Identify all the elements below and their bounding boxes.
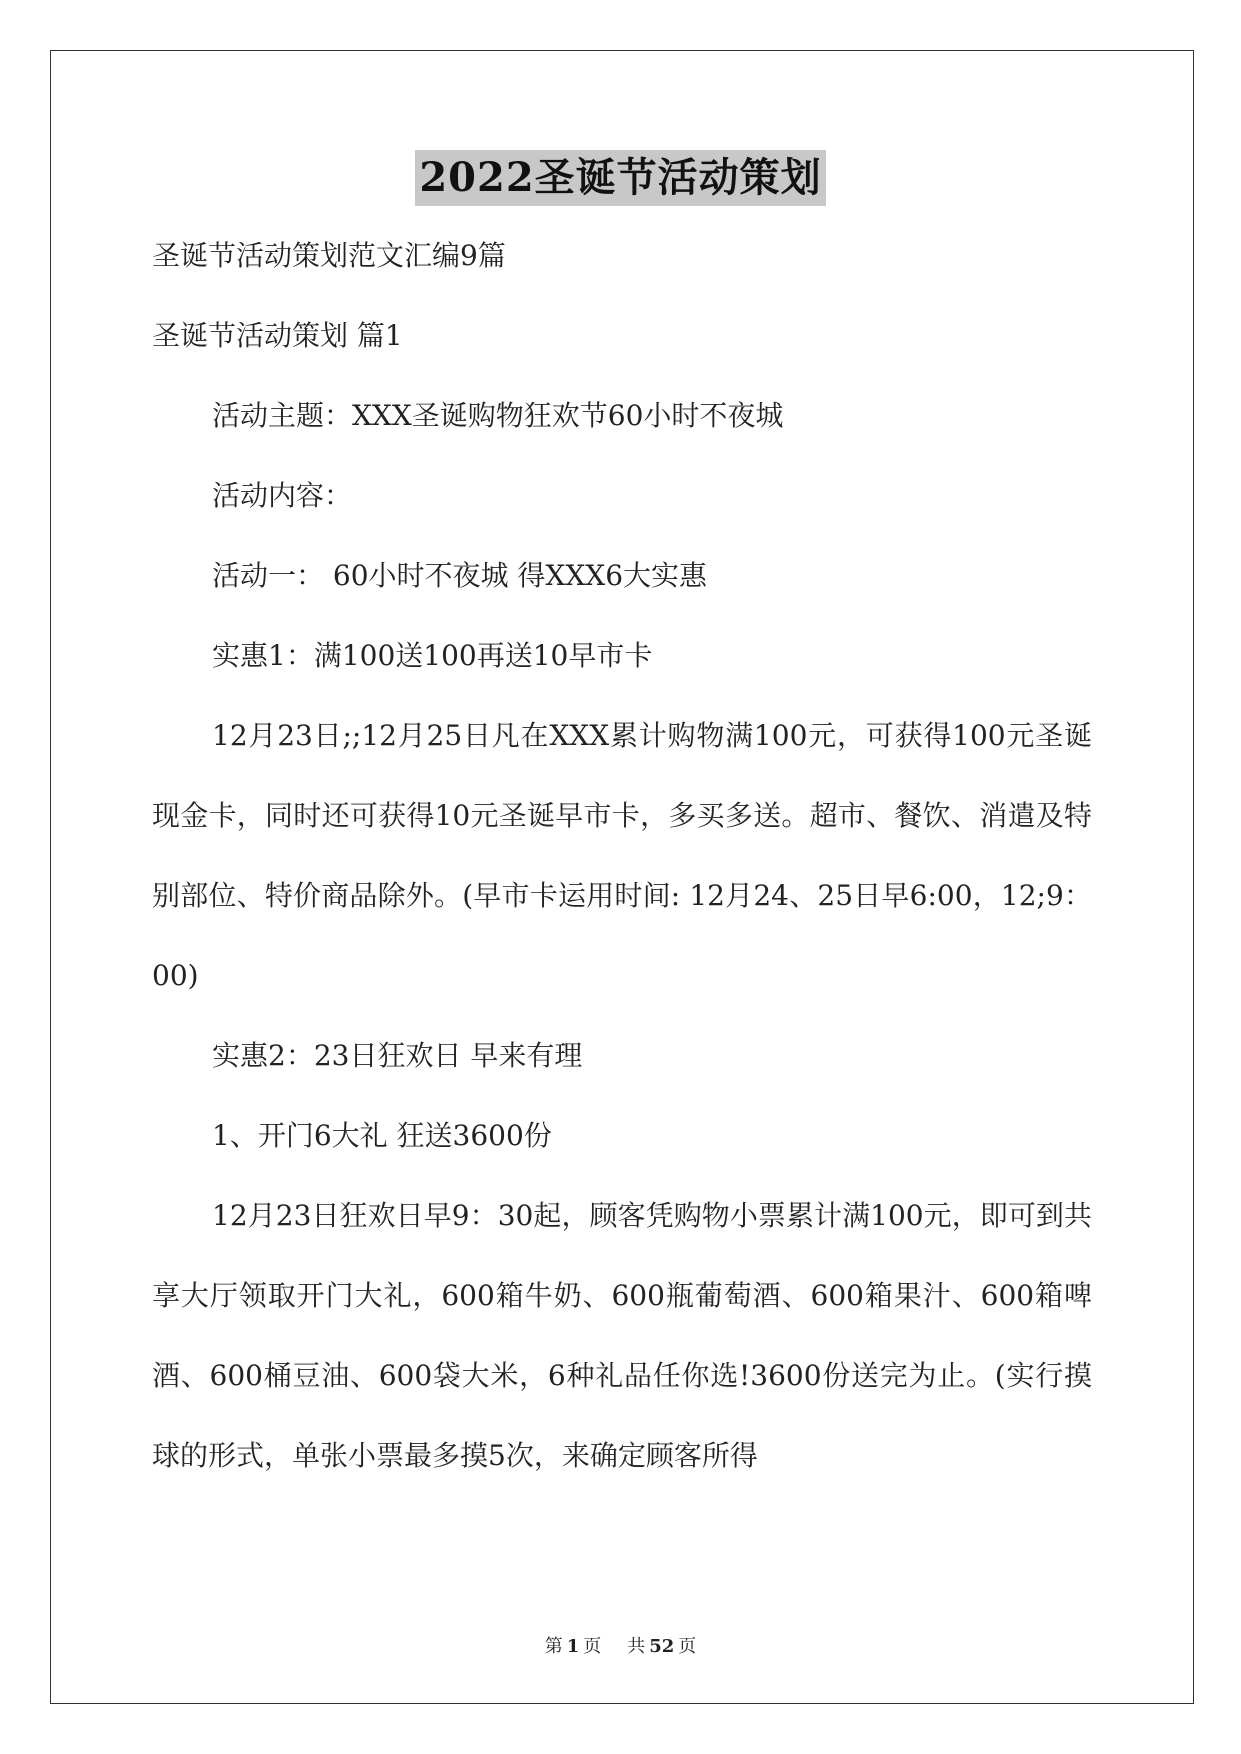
- paragraph-benefit-one-detail: 12月23日;;12月25日凡在XXX累计购物满100元，可获得100元圣诞现金卡，同时还可获得10元圣诞早市卡，多买多送。超市、餐饮、消遣及特别部位、特价商品除外。(早市卡运用时间: 12月24、25日早6:00，12;9：00): [152, 719, 1092, 992]
- paragraph-benefit-one: 实惠1：满100送100再送10早市卡: [212, 639, 653, 672]
- paragraph-gift-detail: 12月23日狂欢日早9：30起，顾客凭购物小票累计满100元，即可到共享大厅领取开门大礼，600箱牛奶、600瓶葡萄酒、600箱果汁、600箱啤酒、600桶豆油、600袋大米，6种礼品任你选!3600份送完为止。(实行摸球的形式，单张小票最多摸5次，来确定顾客所得: [152, 1199, 1092, 1472]
- page-footer: [0, 1632, 1241, 1658]
- article-heading: 圣诞节活动策划 篇1: [152, 319, 403, 352]
- paragraph-content-label: 活动内容：: [212, 479, 353, 512]
- document-body: [152, 236, 1092, 1516]
- collection-heading: 圣诞节活动策划范文汇编9篇: [152, 239, 506, 272]
- paragraph-benefit-two: 实惠2：23日狂欢日 早来有理: [212, 1039, 583, 1072]
- footer-page-prefix: 第: [544, 1636, 563, 1657]
- paragraph-gift-list: 1、开门6大礼 狂送3600份: [212, 1119, 552, 1152]
- document-title: 2022圣诞节活动策划: [415, 150, 825, 206]
- footer-page-suffix: 页: [583, 1636, 602, 1657]
- footer-page-current: 1: [566, 1636, 580, 1657]
- title-container: [0, 150, 1241, 206]
- footer-total-suffix: 页: [678, 1636, 697, 1657]
- footer-total-prefix: 共: [627, 1636, 646, 1657]
- paragraph-theme: 活动主题：XXX圣诞购物狂欢节60小时不夜城: [212, 399, 784, 432]
- paragraph-activity-one: 活动一： 60小时不夜城 得XXX6大实惠: [212, 559, 708, 592]
- footer-page-total: 52: [649, 1636, 675, 1657]
